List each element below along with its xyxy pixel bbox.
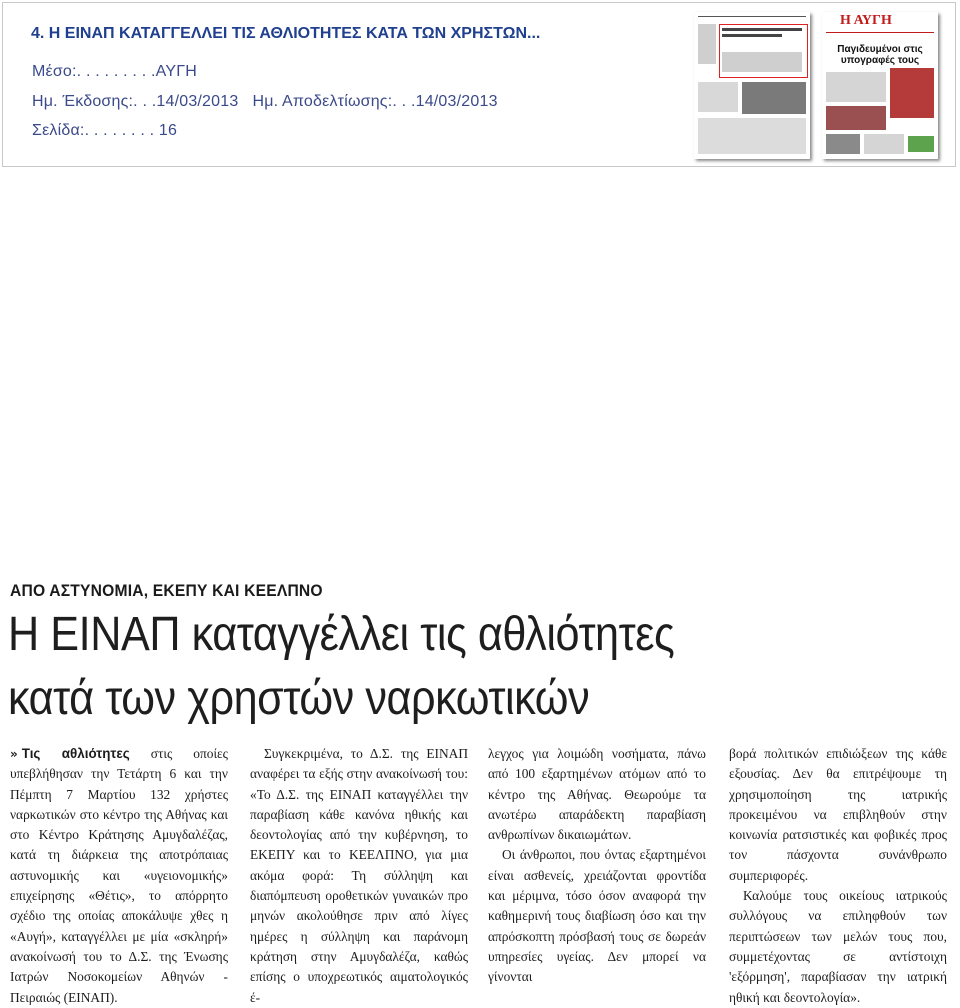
column-4-paragraph-2: Καλούμε τους οικείους ιατρικούς συλλόγους να επιληφθούν των περιπτώσεων των μελών τους που, συμμετέχοντας σε αντίστοιχη 'εξόρμηση', παραβίασαν την ιατρική ηθική και δεοντολογία».: [729, 888, 947, 1005]
poster-image: [890, 68, 934, 118]
issue-date: Ημ. Έκδοσης:. . .14/03/2013: [32, 93, 239, 110]
inner-page-thumbnail[interactable]: [694, 12, 810, 159]
article-body: [10, 744, 955, 1005]
column-3-paragraph-1: λεγχος για λοιμώδη νοσήματα, πάνω από 100 εξαρτημένων ατόμων από το κέντρο της Αθήνας. Θεωρούμε τα ανωτέρω απαράδεκτη παραβίαση ανθρωπίνων δικαιωμάτων.: [488, 746, 706, 843]
body-column-2: [250, 744, 468, 1008]
body-column-3: [488, 744, 706, 988]
article-kicker: ΑΠΟ ΑΣΤΥΝΟΜΙΑ, ΕΚΕΠΥ ΚΑΙ ΚΕΕΛΠΝΟ: [10, 581, 323, 600]
front-page-thumbnail[interactable]: [822, 12, 938, 159]
column-4-paragraph-1: βορά πολιτικών επιδιώξεων της κάθε εξουσίας. Δεν θα επιτρέψουμε τη χρησιμοποίηση της ιατρικής προκειμένου να επιβληθούν στην κοινωνία ρατσιστικές και φοβικές προς τον πάσχοντα συνάνθρωπο συμπεριφορές.: [729, 746, 947, 883]
clipping-date: Ημ. Αποδελτίωσης:. . .14/03/2013: [252, 93, 498, 110]
lead-phrase: Τις αθλιότητες: [21, 746, 130, 761]
page-line: Σελίδα:. . . . . . . . 16: [32, 122, 178, 139]
article-index-title[interactable]: 4. Η ΕΙΝΑΠ ΚΑΤΑΓΓΕΛΛΕΙ ΤΙΣ ΑΘΛΙΟΤΗΤΕΣ ΚΑΤΑ ΤΩΝ ΧΡΗΣΤΩΝ...: [31, 25, 541, 42]
photo-placeholder: [742, 82, 806, 114]
column-2-text: Συγκεκριμένα, το Δ.Σ. της ΕΙΝΑΠ αναφέρει τα εξής στην ανακοίνωσή του: «Το Δ.Σ. της ΕΙΝΑΠ καταγγέλλει την παραβίαση κάθε κανόνα ηθικής και δεοντολογίας από την κυβέρνηση, το ΕΚΕΠΥ και το ΚΕΕΛΠΝΟ, για μια ακόμα φορά: Τη σύλληψη και διαπόμπευση οροθετικών γυναικών προ μηνών ακολούθησε πριν από λίγες ημέρες η σύλληψη και παράνομη κράτηση στην Αμυγδαλέζα, καθώς επίσης ο υποχρεωτικός αιματολογικός έ-: [250, 746, 468, 1005]
lead-marker-icon: »: [10, 747, 18, 761]
column-3-paragraph-2: Οι άνθρωποι, που όντας εξαρτημένοι είναι ασθενείς, χρειάζονται φροντίδα και μέριμνα, τόσο όσον αναφορά την καθημερινή τους διαβίωση όσο και την απρόσκοπτη πρόσβασή τους σε δωρεάν υπηρεσίες υγείας. Δεν μπορεί να γίνονται: [488, 847, 706, 985]
body-column-1: [10, 744, 228, 1008]
front-page-headline: Παγιδευμένοι στις υπογραφές τους: [837, 44, 923, 66]
dates-line: [32, 93, 498, 111]
headline-line-2: κατά των χρηστών ναρκωτικών: [8, 672, 590, 725]
masthead: Η ΑΥΓΗ: [822, 12, 938, 32]
body-column-4: [729, 744, 947, 1008]
column-1-text: στις οποίες υπεβλήθησαν την Τετάρτη 6 και την Πέμπτη 7 Μαρτίου 132 χρήστες ναρκωτικών στο κέντρο της Αθήνας και στο Κέντρο Κράτησης Αμυγδαλέζας, κατά τη διάρκεια της αποτρόπαιας αστυνομικής και «υγειονομικής» επιχείρησης «Θέτις», το απόρρητο σχέδιο της οποίας αποκάλυψε χθες η «Αυγή», καταγγέλλει με μία «σκληρή» ανακοίνωσή του το Δ.Σ. της Ένωσης Ιατρών Νοσοκομείων Αθηνών - Πειραιώς (ΕΙΝΑΠ).: [10, 746, 228, 1005]
article-clipping: [0, 573, 960, 1005]
medium-line: Μέσο:. . . . . . . . .ΑΥΓΗ: [32, 63, 197, 80]
headline-line-1: Η ΕΙΝΑΠ καταγγέλλει τις αθλιότητες: [8, 608, 675, 661]
clipping-header: [2, 2, 956, 167]
